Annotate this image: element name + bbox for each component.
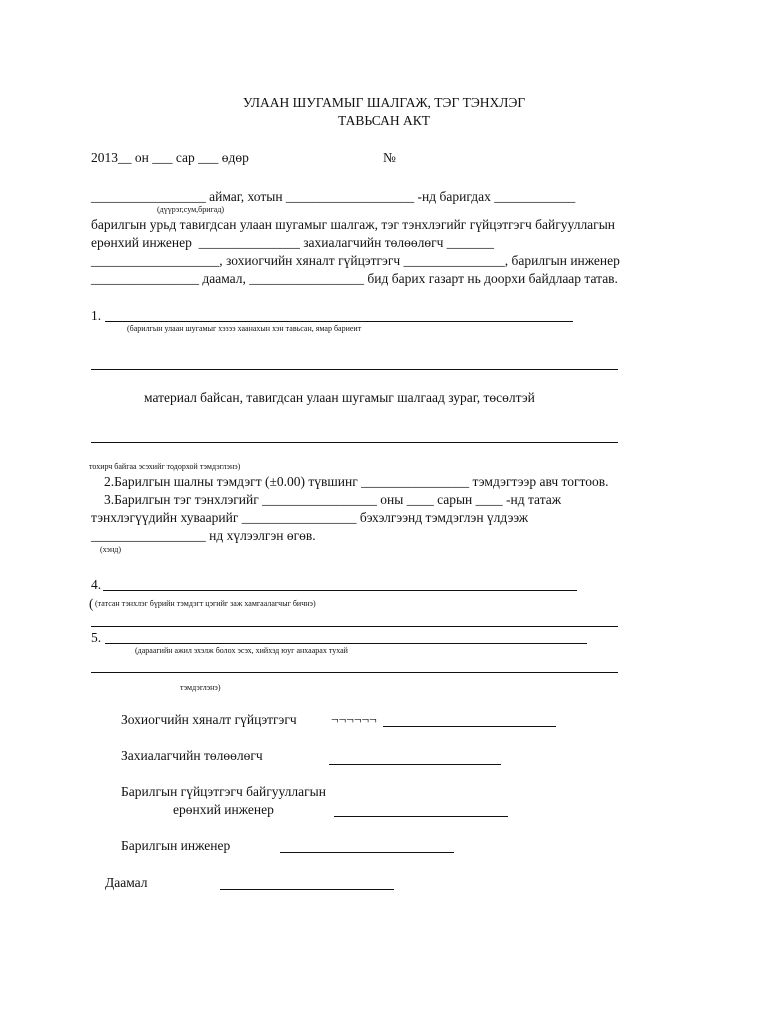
- signature-foreman-label: Даамал: [105, 875, 148, 890]
- document-title-line2: ТАВЬСАН АКТ: [338, 113, 430, 128]
- item5-fill-line-2: [91, 672, 618, 673]
- signature-contractor-label-2: ерөнхий инженер: [173, 802, 274, 817]
- signature-client-rep-line: [329, 764, 501, 765]
- item4-fill-line-2: [91, 626, 618, 627]
- signature-author-supervision-label: Зохиогчийн хяналт гүйцэтгэгч: [121, 712, 297, 727]
- signature-client-rep-label: Захиалагчийн төлөөлөгч: [121, 748, 263, 763]
- item5-fill-line: [105, 643, 587, 644]
- item5-number: 5.: [91, 630, 102, 645]
- item3-hint: (хэнд): [100, 545, 122, 554]
- signature-engineer-line: [280, 852, 454, 853]
- item5-hint-2: тэмдэглэнэ): [180, 683, 221, 692]
- item1-fill-line: [105, 321, 573, 322]
- item1-hint: (барилгын улаан шугамыг хэзээ хаанахын хэн тавьсан, ямар бариеит: [127, 324, 362, 333]
- item3-line-1: 3.Барилгын тэг тэнхлэгийг _________________ оны ____ сарын ____ -нд татаж: [104, 492, 562, 507]
- item1-middle-text: материал байсан, тавигдсан улаан шугамыг шалгаад зураг, төсөлтэй: [144, 390, 535, 405]
- item4-fill-line: [103, 590, 577, 591]
- item1-fill-line-3: [91, 442, 618, 443]
- item4-paren: (: [89, 596, 94, 611]
- intro-hint-district: (дүүрэг,сум,бригад): [157, 205, 225, 214]
- intro-line-2: барилгын урьд тавигдсан улаан шугамыг шалгаж, тэг тэнхлэгийг гүйцэтгэгч байгууллагын: [91, 217, 616, 232]
- item4-number: 4.: [91, 577, 102, 592]
- date-line: 2013__ он ___ сар ___ өдөр: [91, 150, 249, 165]
- item1-fill-line-2: [91, 369, 618, 370]
- item2-text: 2.Барилгын шалны тэмдэгт (±0.00) түвшинг ________________ тэмдэгтээр авч тогтоов.: [104, 474, 609, 489]
- item5-hint: (дараагийн ажил эхэлж болох эсэх, хийхэд юуг анхаарах тухай: [135, 646, 348, 655]
- document-number-label: №: [383, 150, 396, 165]
- item4-hint: (татсан тэнхлэг бүрийн тэмдэгт цэгийг заж хамгаалагчыг бичнэ): [95, 599, 316, 608]
- signature-foreman-line: [220, 889, 394, 890]
- intro-line-4: ___________________, зохиогчийн хяналт гүйцэтгэгч _______________, барилгын инженер: [91, 253, 620, 268]
- signature-contractor-label-1: Барилгын гүйцэтгэгч байгууллагын: [121, 784, 326, 799]
- item3-line-2: тэнхлэгүүдийн хуваарийг _________________ бэхэлгээнд тэмдэглэн үлдээж: [91, 510, 529, 525]
- item1-hint-2: тохирч байгаа эсэхийг тодорхой тэмдэглэнэ): [89, 462, 241, 471]
- signature-contractor-line: [334, 816, 508, 817]
- signature-engineer-label: Барилгын инженер: [121, 838, 231, 853]
- document-title-line1: УЛААН ШУГАМЫГ ШАЛГАЖ, ТЭГ ТЭНХЛЭГ: [242, 95, 526, 110]
- signature-author-supervision-line: [383, 726, 556, 727]
- item1-number: 1.: [91, 308, 102, 323]
- intro-line-3: ерөнхий инженер _______________ захиалагчийн төлөөлөгч _______: [91, 235, 495, 250]
- intro-line-5: ________________ даамал, _________________ бид барих газарт нь доорхи байдлаар татав.: [91, 271, 618, 286]
- intro-line-1: _________________ аймаг, хотын ___________________ -нд баригдах ____________: [91, 189, 576, 204]
- item3-line-3: _________________ нд хүлээлгэн өгөв.: [91, 528, 316, 543]
- signature-author-mark: ¬¬¬¬¬¬: [331, 712, 377, 727]
